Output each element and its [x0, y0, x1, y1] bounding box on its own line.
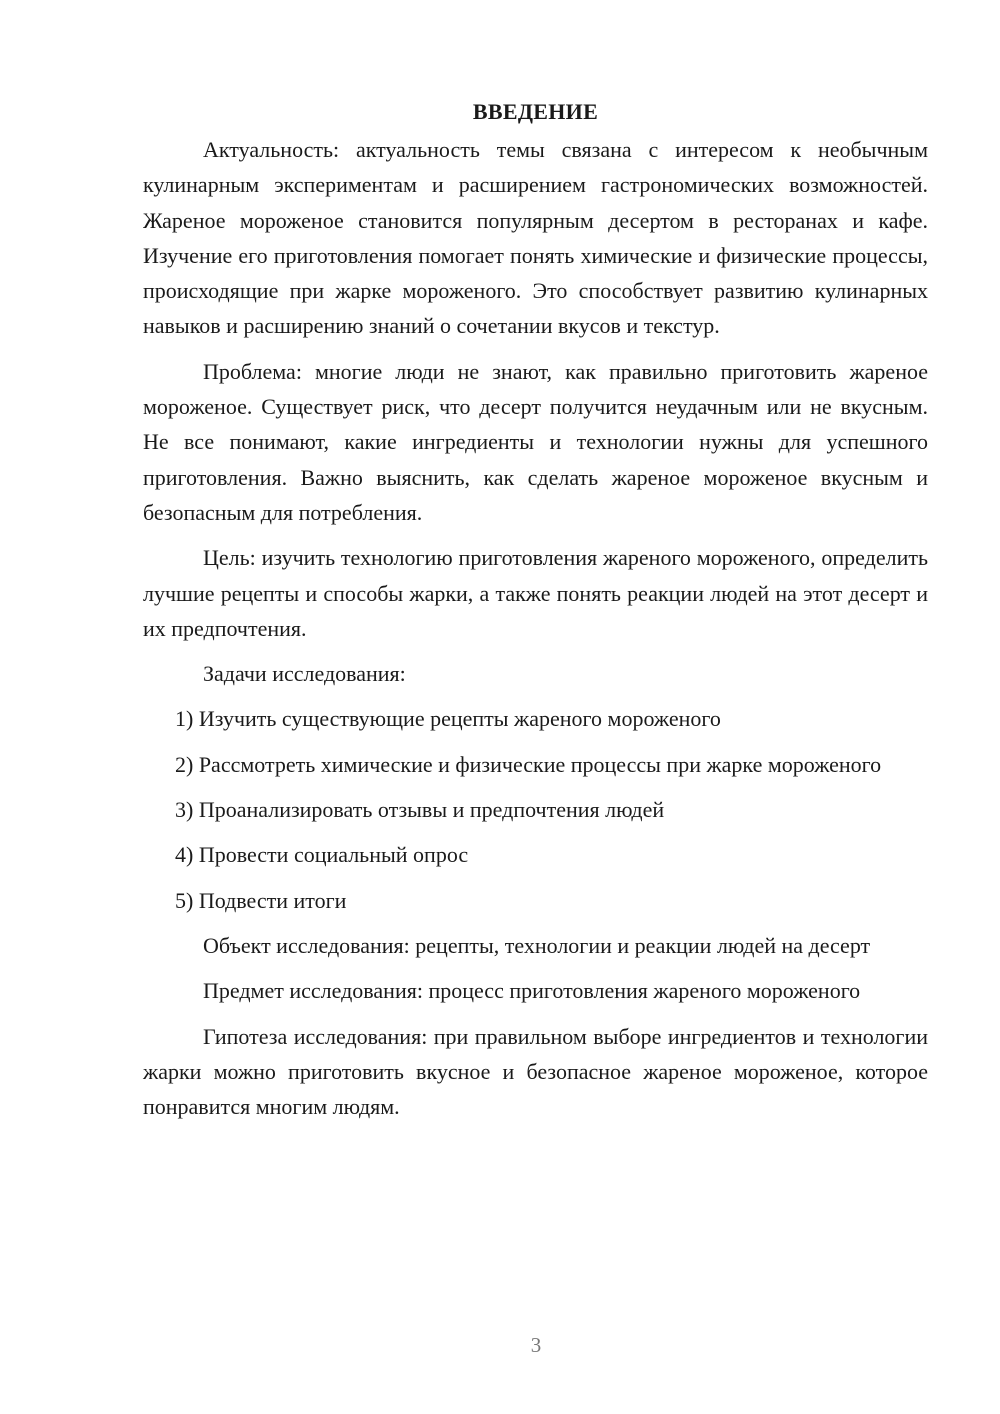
- task-item-5: 5) Подвести итоги: [175, 887, 347, 913]
- subject-paragraph: Предмет исследования: процесс приготовления жареного мороженого: [203, 978, 861, 1004]
- task-item-1: 1) Изучить существующие рецепты жареного мороженого: [175, 706, 721, 732]
- page-content: [143, 94, 928, 1134]
- section-title: ВВЕДЕНИЕ: [472, 99, 599, 124]
- hypothesis-paragraph: Гипотеза исследования: при правильном выборе ингредиентов и технологии жарки можно приготовить вкусное и безопасное жареное мороженое, которое понравится многим людям.: [143, 1023, 928, 1120]
- goal-paragraph: Цель: изучить технологию приготовления жареного мороженого, определить лучшие рецепты и способы жарки, а также понять реакции людей на этот десерт и их предпочтения.: [143, 545, 928, 641]
- problem-paragraph: Проблема: многие люди не знают, как правильно приготовить жареное мороженое. Существует риск, что десерт получится неудачным или не вкусным. Не все понимают, какие ингредиенты и технологии нужны для успешного приготовления. Важно выяснить, как сделать жареное мороженое вкусным и безопасным для потребления.: [143, 358, 928, 525]
- relevance-paragraph: Актуальность: актуальность темы связана с интересом к необычным кулинарным экспериментам и расширением гастрономических возможностей. Жареное мороженое становится популярным десертом в ресторанах и кафе. Изучение его приготовления помогает понять химические и физические процессы, происходящие при жарке мороженого. Это способствует развитию кулинарных навыков и расширению знаний о сочетании вкусов и текстур.: [143, 137, 928, 339]
- object-paragraph: Объект исследования: рецепты, технологии и реакции людей на десерт: [203, 932, 871, 958]
- task-item-3: 3) Проанализировать отзывы и предпочтения людей: [175, 797, 665, 823]
- page-number: 3: [530, 1333, 542, 1357]
- task-item-2: 2) Рассмотреть химические и физические процессы при жарке мороженого: [175, 751, 882, 777]
- task-item-4: 4) Провести социальный опрос: [175, 842, 469, 868]
- tasks-heading: Задачи исследования:: [203, 661, 406, 687]
